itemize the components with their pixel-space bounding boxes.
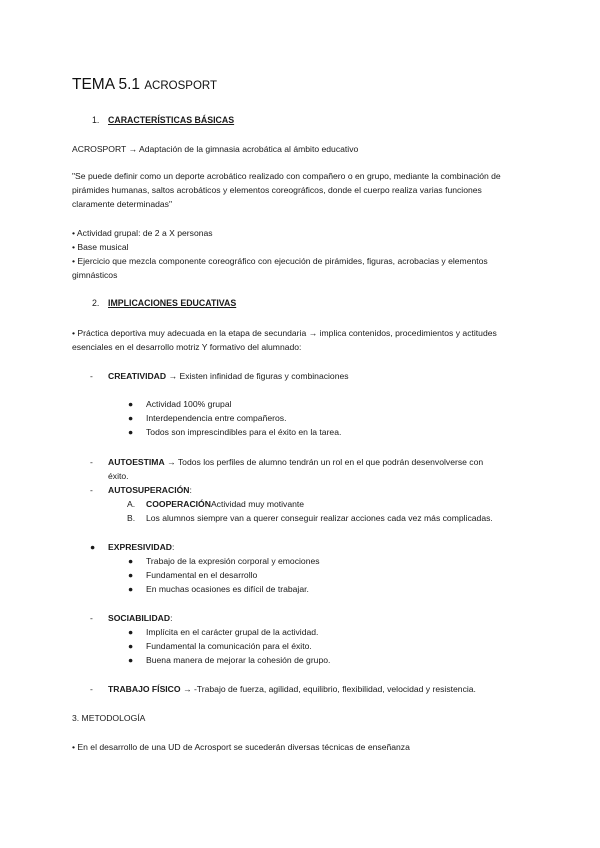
bullet-dot: ● (128, 655, 134, 665)
bullet-dot: ● (128, 627, 134, 637)
intro-line-1: • Práctica deportiva muy adecuada en la etapa de secundaria → implica contenidos, procedimientos y actitudes (72, 328, 497, 338)
bullet-dot: ● (128, 584, 134, 594)
bullet-dot: ● (128, 399, 134, 409)
autoestima-label: AUTOESTIMA (108, 457, 165, 467)
section2-number: 2. (92, 298, 100, 308)
autoestima-marker: - (90, 457, 93, 467)
autosuperacion-suffix: : (189, 485, 192, 495)
creatividad-sub-1: Actividad 100% grupal (146, 399, 232, 409)
intro-line-2: esenciales en el desarrollo motriz Y formativo del alumnado: (72, 342, 302, 352)
bullet-dot: ● (128, 570, 134, 580)
section1-heading-text: CARACTERÍSTICAS BÁSICAS (108, 115, 235, 125)
expresividad-marker: ● (90, 542, 96, 552)
sociabilidad-label: SOCIABILIDAD (108, 613, 171, 623)
section3-text: • En el desarrollo de una UD de Acrosport se sucederán diversas técnicas de enseñanza (72, 742, 410, 752)
sociabilidad-sub-2: Fundamental la comunicación para el éxito. (146, 641, 312, 651)
section1-heading-text-wrap (108, 113, 234, 127)
sociabilidad-marker: - (90, 613, 93, 623)
expresividad-label: EXPRESIVIDAD (108, 542, 172, 552)
section2-heading (92, 296, 99, 310)
trabajo-fisico-marker: - (90, 684, 93, 694)
section1-number: 1. (92, 115, 100, 125)
autosuperacion-sub-a-marker: A. (127, 499, 136, 509)
feature-line-4: gimnásticos (72, 270, 118, 280)
acrosport-definition: ACROSPORT → Adaptación de la gimnasia acrobática al ámbito educativo (72, 144, 359, 154)
expresividad-sub-3: En muchas ocasiones es difícil de trabajar. (146, 584, 309, 594)
autosuperacion-marker: - (90, 485, 93, 495)
autosuperacion-sub-b: Los alumnos siempre van a querer conseguir realizar acciones cada vez más complicadas. (146, 513, 493, 523)
cooperacion-text: Actividad muy motivante (210, 499, 305, 509)
bullet-dot: ● (128, 641, 134, 651)
autosuperacion-label: AUTOSUPERACIÓN (108, 485, 190, 495)
quote-line-2: pirámides humanas, saltos acrobáticos y elementos coreográficos, donde el cuerpo realiza varias funciones (72, 185, 482, 195)
autoestima-item (108, 455, 483, 469)
expresividad-sub-1: Trabajo de la expresión corporal y emociones (146, 556, 320, 566)
section3-heading: 3. METODOLOGÍA (72, 713, 146, 723)
feature-line-1: • Actividad grupal: de 2 a X personas (72, 228, 213, 238)
title-sub: ACROSPORT (144, 80, 218, 92)
bullet-dot: ● (128, 556, 134, 566)
creatividad-marker: - (90, 371, 93, 381)
quote-line-3: claramente determinadas" (72, 199, 173, 209)
trabajo-fisico-label: TRABAJO FÍSICO (108, 684, 181, 694)
creatividad-label: CREATIVIDAD (108, 371, 167, 381)
creatividad-sub-2: Interdependencia entre compañeros. (146, 413, 287, 423)
expresividad-suffix: : (172, 542, 175, 552)
autosuperacion-sub-a (146, 497, 304, 511)
creatividad-text: → Existen infinidad de figuras y combinaciones (166, 371, 349, 381)
sociabilidad-sub-1: Implícita en el carácter grupal de la actividad. (146, 627, 319, 637)
sociabilidad-sub-3: Buena manera de mejorar la cohesión de grupo. (146, 655, 331, 665)
section1-heading (92, 113, 99, 127)
feature-line-3: • Ejercicio que mezcla componente coreográfico con ejecución de pirámides, figuras, acrobacias y elementos (72, 256, 488, 266)
title-main: TEMA 5.1 (72, 76, 141, 93)
autosuperacion-sub-b-marker: B. (127, 513, 136, 523)
autosuperacion-item (108, 483, 192, 497)
quote-line-1: "Se puede definir como un deporte acrobático realizado con compañero o en grupo, mediante la combinación de (72, 171, 501, 181)
bullet-dot: ● (128, 413, 134, 423)
expresividad-item (108, 540, 174, 554)
creatividad-item (108, 369, 349, 383)
autoestima-text: → Todos los perfiles de alumno tendrán un rol en el que podrán desenvolverse con (164, 457, 484, 467)
bullet-dot: ● (128, 427, 134, 437)
feature-line-2: • Base musical (72, 242, 129, 252)
trabajo-fisico-item (108, 682, 476, 696)
sociabilidad-suffix: : (170, 613, 173, 623)
autoestima-text-2: éxito. (108, 471, 129, 481)
section2-heading-text-wrap (108, 296, 236, 310)
section2-heading-text: IMPLICACIONES EDUCATIVAS (108, 298, 237, 308)
cooperacion-label: COOPERACIÓN (146, 499, 211, 509)
expresividad-sub-2: Fundamental en el desarrollo (146, 570, 258, 580)
creatividad-sub-3: Todos son imprescindibles para el éxito en la tarea. (146, 427, 342, 437)
trabajo-fisico-text: → -Trabajo de fuerza, agilidad, equilibrio, flexibilidad, velocidad y resistencia. (180, 684, 476, 694)
sociabilidad-item (108, 611, 172, 625)
page-title (72, 76, 217, 95)
